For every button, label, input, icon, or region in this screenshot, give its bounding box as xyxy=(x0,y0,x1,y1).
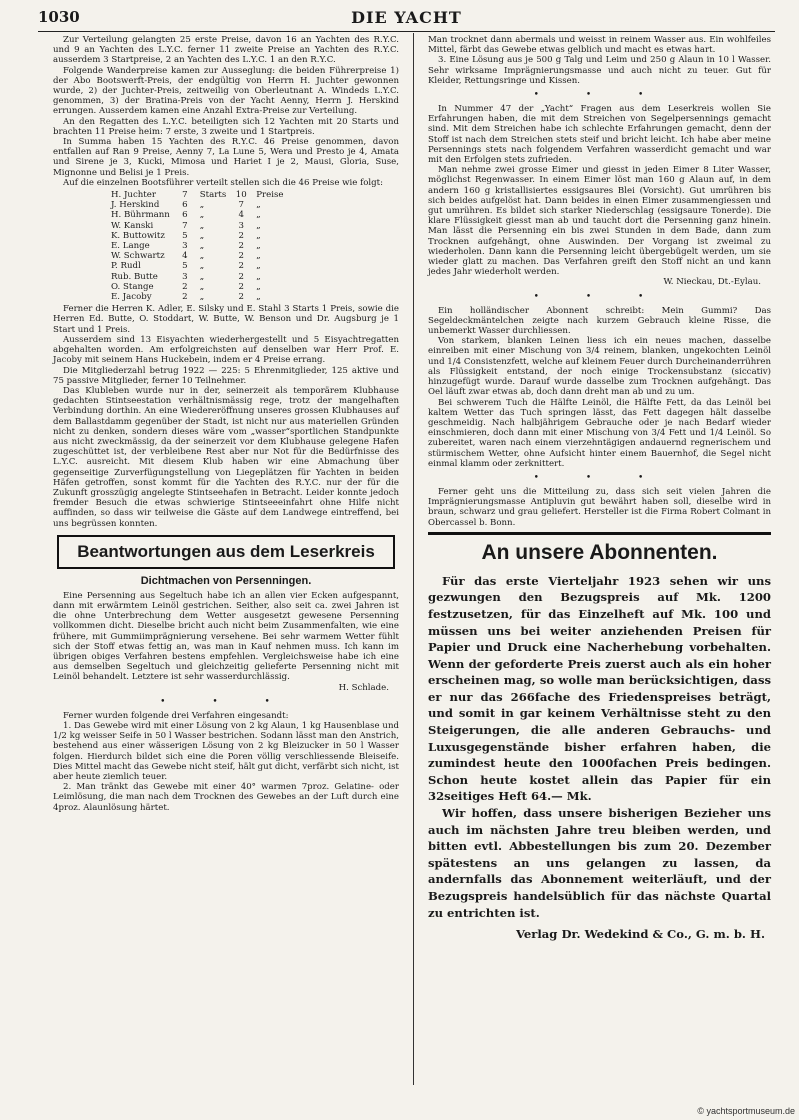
page-header xyxy=(38,8,775,28)
score-preise: 2 xyxy=(238,251,244,262)
score-starts: 4 xyxy=(182,251,188,262)
score-starts: 2 xyxy=(182,281,188,292)
paragraph: Eine Persenning aus Segeltuch habe ich an allen vier Ecken aufgespannt, dann mit erwärmtem Leinöl gestrichen. Seither, also seit ca. zwei Jahren ist die ohne Unterbrechung dem Wetter ausgesetzt gewesene Persenning vollkommen dicht. Dieselbe bricht auch nicht beim Zusammenfalten, wie eine frühere, mit Gummiimprägnierung versehene. Bei sehr warmem Wetter fühlt sich der Stoff etwas fettig an, was man in Kauf nehmen muss. Ich kann im übrigen obiges Verfahren bestens empfehlen. Vergleichsweise habe ich eine aus demselben Segeltuch und gleichzeitig gelieferte Persenning nicht mit Leinöl behandelt. Letztere ist sehr wasserdurchlässig. xyxy=(53,590,399,683)
score-preise: 2 xyxy=(238,261,244,272)
ditto-mark: „ xyxy=(199,251,205,262)
score-row xyxy=(111,292,289,302)
score-name: H. Bührmann xyxy=(111,210,170,221)
ditto-mark: „ xyxy=(256,200,261,211)
watermark: © yachtsportmuseum.de xyxy=(697,1106,795,1116)
section-rule xyxy=(428,532,771,535)
header-starts-count: 7 xyxy=(182,190,188,201)
ditto-mark: „ xyxy=(256,292,261,303)
ditto-mark: „ xyxy=(256,210,261,221)
ditto-mark: „ xyxy=(199,261,205,272)
score-starts: 3 xyxy=(182,241,188,252)
score-preise: 2 xyxy=(238,230,244,241)
score-name: E. Jacoby xyxy=(111,292,152,303)
separator-dots: • • • xyxy=(533,472,666,483)
paragraph: In Nummer 47 der „Yacht“ Fragen aus dem Leserkreis wollen Sie Erfahrungen haben, die mit dem Streichen von Segelpersennings gemacht sind. Mit dem Streichen habe ich schlechte Erfahrungen gemacht, denn der Stoff ist nach dem Streichen stets steif und bricht leicht. Ich habe aber meine Persennings stets nach folgendem Verfahren wasserdicht gemacht und war mit den Erfolgen stets zufrieden. xyxy=(428,104,771,166)
scores-header-row xyxy=(111,190,289,200)
paragraph: Bei schwerem Tuch die Hälfte Leinöl, die Hälfte Fett, da das Leinöl bei kaltem Wetter das Tuch springen lässt, das Fett dagegen hält dasselbe geschmeidig. Nach halbjährigem Gebrauche oder je nach Bedarf wieder einschmieren, doch dann mit einer Mischung von 3/4 Fett und 1/4 Leinöl. So zubereitet, waren nach einem vierzehntägigen andauernd regnerischem und stürmischem Wetter, ohne Aufsicht hinter einem Bauernhof, die Segel nicht einmal klamm oder zerknittert. xyxy=(428,397,771,469)
section-box-title: Beantwortungen aus dem Leserkreis xyxy=(57,535,395,569)
header-preise-count: 10 xyxy=(235,190,247,201)
score-row xyxy=(111,282,289,292)
header-preise: Preise xyxy=(256,190,284,201)
ditto-mark: „ xyxy=(256,271,261,282)
header-starts: Starts xyxy=(199,190,227,201)
ditto-mark: „ xyxy=(199,292,205,303)
score-row xyxy=(111,210,289,220)
notice-paragraph: Wir hoffen, dass unsere bisherigen Bezieher uns auch im nächsten Jahre treu bleiben werden, und bitten evtl. Abbestellungen bis zum 20. Dezember spätestens an uns gelangen zu lassen, da andernfalls das Abonnement weiterläuft, und der Bezugspreis handelsüblich für das nächste Quartal zu entrichten ist. xyxy=(428,806,771,920)
signature: W. Nieckau, Dt.-Eylau. xyxy=(663,277,761,288)
paragraph: Ein holländischer Abonnent schreibt: Mein Gummi? Das Segeldeckmäntelchen zeigte nach kurzem Gebrauch kleine Risse, die unbemerkt Wasser durchliessen. xyxy=(428,305,771,337)
score-preise: 2 xyxy=(238,292,244,303)
score-row xyxy=(111,241,289,251)
section-subtitle: Dichtmachen von Persenningen. xyxy=(140,574,312,587)
score-name: W. Schwartz xyxy=(111,251,165,262)
score-starts: 3 xyxy=(182,271,188,282)
paragraph: 2. Man tränkt das Gewebe mit einer 40° warmen 7proz. Gelatine- oder Leimlösung, die man nach dem Trocknen des Gewebes an der Luft durch eine 4proz. Alaunlösung härtet. xyxy=(53,782,399,813)
score-name: O. Stange xyxy=(111,281,154,292)
score-name: Rub. Butte xyxy=(111,271,158,282)
paragraph: Zur Verteilung gelangten 25 erste Preise, davon 16 an Yachten des R.Y.C. und 9 an Yachten des L.Y.C. ferner 11 zweite Preise an Yachten des R.Y.C. ausserdem 3 Startpreise, 2 an Yachten des L.Y.C. 1 an den R.Y.C. xyxy=(53,35,399,66)
ditto-mark: „ xyxy=(199,281,205,292)
score-preise: 4 xyxy=(238,210,244,221)
score-name: H. Juchter xyxy=(111,190,156,201)
ditto-mark: „ xyxy=(199,271,205,282)
paragraph: 3. Eine Lösung aus je 500 g Talg und Leim und 250 g Alaun in 10 l Wasser. Sehr wirksame Imprägnierungsmasse und auch nicht zu teuer. Gut für Kleider, Rettungsringe und Kissen. xyxy=(428,55,771,86)
paragraph: Man nehme zwei grosse Eimer und giesst in jeden Eimer 8 Liter Wasser, möglichst Regenwasser. In einem Eimer löst man 160 g Alaun auf, in dem andern 160 g kristallisiertes essigsaures Blei (Vorsicht). Gut umrühren bis sich beides aufgelöst hat. Dann beides in einen Eimer zusammengiessen und gut umrühren. Es bildet sich starker Niederschlag (essigsaure Tonerde). Die klare Flüssigkeit giesst man ab und taucht dort die Persenning ganz hinein. Man lässt die Persenning ein bis zwei Stunden in dem Bade, dann zum Trocknen aufgehängt, ohne Auswinden. Der Vorgang ist zweimal zu wiederholen. Dann kann die Persenning leicht übergebügelt werden, um sie wieder glatt zu machen. Das Verfahren greift den Stoff nicht an und kann jedes Jahr wiederholt werden. xyxy=(428,165,771,278)
score-name: K. Buttowitz xyxy=(111,230,165,241)
score-name: E. Lange xyxy=(111,241,150,252)
column-divider xyxy=(413,33,414,1085)
page-number: 1030 xyxy=(38,8,80,26)
ditto-mark: „ xyxy=(199,230,205,241)
paragraph: Man trocknet dann abermals und weisst in reinem Wasser aus. Ein wohlfeiles Mittel, färbt das Gewebe etwas gelblich und macht es etwas hart. xyxy=(428,35,771,56)
score-row xyxy=(111,200,289,210)
left-column xyxy=(53,35,399,813)
notice-body xyxy=(428,573,771,921)
ditto-mark: „ xyxy=(256,251,261,262)
score-row xyxy=(111,272,289,282)
score-starts: 2 xyxy=(182,292,188,303)
score-starts: 6 xyxy=(182,210,188,221)
paragraph: An den Regatten des L.Y.C. beteiligten sich 12 Yachten mit 20 Starts und brachten 11 Preise heim: 7 erste, 3 zweite und 1 Startpreis. xyxy=(53,116,399,137)
paragraph: Das Klubleben wurde nur in der, seinerzeit als temporärem Klubhause gedachten Stintseestation verhältnismässig rege, trotz der mangelhaften Verbindung dorthin. An eine Wiedereröffnung unseres grossen Klubhauses auf dem Ballastdamm gegenüber der Stadt, ist nicht nur aus materiellen Gründen nicht zu denken, sondern dieses wäre vom „wasser“sportlichen Standpunkte aus nicht zweckmässig, da der seinerzeit vor dem Klubhause gelegene Hafen zugeschüttet ist, der verbleibene Rest aber nur Not für die Bedürfnisse des L.Y.C. ausreicht. Mit diesem Klub haben wir eine Abmachung über gegenseitige Zurverfügungstellung von Liegeplätzen für Yachten in beiden Häfen getroffen, sonst kommt für die Yachten des R.Y.C. nur der für die Zukunft grosszügig angelegte Stintseehafen in Betracht. Leider konnte jedoch fremder Besuch die etwas schwierige Stintseeeinfahrt ohne Hilfe nicht auffinden, so dass wir teilweise die Gäste auf dem Landwege eintreffend, bei uns begrüssen konnten. xyxy=(53,385,399,529)
ditto-mark: „ xyxy=(199,210,205,221)
publisher-signature: Verlag Dr. Wedekind & Co., G. m. b. H. xyxy=(515,927,765,942)
score-name: W. Kanski xyxy=(111,220,154,231)
journal-title: DIE YACHT xyxy=(351,8,462,27)
score-row xyxy=(111,251,289,261)
separator-dots: • • • xyxy=(160,696,292,707)
ditto-mark: „ xyxy=(256,230,261,241)
paragraph: Ferner die Herren K. Adler, E. Silsky und E. Stahl 3 Starts 1 Preis, sowie die Herren Ed. Butte, O. Stoddart, W. Butte, W. Benson und Dr. Augsburg je 1 Start und 1 Preis. xyxy=(53,304,399,335)
ditto-mark: „ xyxy=(199,220,205,231)
paragraph: Ferner geht uns die Mitteilung zu, dass sich seit vielen Jahren die Imprägnierungsmasse Antipluvin gut bewährt haben soll, dieselbe wird in braun, schwarz und grau geliefert. Hersteller ist die Firma Robert Colmant in Obercassel b. Bonn. xyxy=(428,486,771,528)
paragraph: Ferner wurden folgende drei Verfahren eingesandt: xyxy=(63,710,289,721)
score-preise: 2 xyxy=(238,281,244,292)
score-preise: 2 xyxy=(238,241,244,252)
score-preise: 2 xyxy=(238,271,244,282)
score-row xyxy=(111,231,289,241)
ditto-mark: „ xyxy=(256,241,261,252)
score-row xyxy=(111,261,289,271)
header-rule xyxy=(38,31,775,32)
score-preise: 3 xyxy=(238,220,244,231)
paragraph: Ausserdem sind 13 Eisyachten wiederhergestellt und 5 Eisyachtregatten abgehalten worden. Am erfolgreichsten auf denselben war Herr Prof. E. Jacoby mit seinem Hans Huckebein, indem er 4 Preise errang. xyxy=(53,334,399,366)
score-starts: 5 xyxy=(182,261,188,272)
score-starts: 7 xyxy=(182,220,188,231)
paragraph: Von starkem, blanken Leinen liess ich ein neues machen, dasselbe einreiben mit einer Mischung von 3/4 reinem, blanken, ungekochten Leinöl und 1/4 Consistenzfett, welche auf kleinem Feuer durch Durcheinanderrühren als Flüssigkeit entstand, der noch einige Trockensubstanz (siccativ) hinzugefügt wurde. Darauf wurde dasselbe zum Trocknen aufgehängt. Das Oel läuft zwar etwas ab, doch dann dreht man ab und zu um. xyxy=(428,336,771,398)
paragraph: In Summa haben 15 Yachten des R.Y.C. 46 Preise genommen, davon entfallen auf Ran 9 Preise, Aenny 7, La Lune 5, Wera und Presto je 4, Amata und Sirene je 3, Kucki, Mimosa und Hariet I je 2, Mausi, Gloria, Suse, Mignonne und Belisi je 1 Preis. xyxy=(53,137,399,178)
paragraph: Die Mitgliederzahl betrug 1922 — 225: 5 Ehrenmitglieder, 125 aktive und 75 passive Mitglieder, ferner 10 Teilnehmer. xyxy=(53,365,399,386)
notice-paragraph: Für das erste Vierteljahr 1923 sehen wir uns gezwungen den Bezugspreis auf Mk. 1200 festzusetzen, für das Einzelheft auf Mk. 100 und müssen uns bei weiter anziehenden Preisen für Papier und Druck eine Nacherhebung vorbehalten. Wenn der geforderte Preis zuerst auch als ein hoher erscheinen mag, so wolle man berücksichtigen, dass er nur das 266fache des Friedenspreises beträgt, und somit in gar keinem Verhältnisse steht zu den Steigerungen, die alle anderen Gebrauchs- und Luxusgegenstände bisher erfahren haben, die zumindest heute den 1000fachen Preis bedingen. Schon heute kostet allein das Papier für ein 32seitiges Heft 64.— Mk. xyxy=(428,573,771,804)
separator-dots: • • • xyxy=(533,90,666,101)
score-name: P. Rudl xyxy=(111,261,141,272)
score-name: J. Herskind xyxy=(111,200,160,211)
paragraph: 1. Das Gewebe wird mit einer Lösung von 2 kg Alaun, 1 kg Hausenblase und 1/2 kg weisser Seife in 50 l Wasser bestrichen. Sodann lässt man den Anstrich, bestehend aus einer wässerigen Lösung von 2 kg Bleizucker in 50 l Wasser folgen. Hierdurch bildet sich eine die Poren völlig verschliessende Bleiseife. Dies Mittel macht das Gewebe nicht steif, hält gut dicht, verfärbt sich nicht, ist aber heute ziemlich teuer. xyxy=(53,720,399,782)
ditto-mark: „ xyxy=(256,220,261,231)
paragraph: Auf die einzelnen Bootsführer verteilt stellen sich die 46 Preise wie folgt: xyxy=(63,177,384,188)
ditto-mark: „ xyxy=(256,281,261,292)
score-row xyxy=(111,221,289,231)
separator-dots: • • • xyxy=(533,291,666,302)
scores-table xyxy=(111,190,289,302)
ditto-mark: „ xyxy=(199,200,205,211)
signature: H. Schlade. xyxy=(338,682,389,693)
score-starts: 6 xyxy=(182,200,188,211)
score-starts: 5 xyxy=(182,230,188,241)
score-preise: 7 xyxy=(238,200,244,211)
ditto-mark: „ xyxy=(199,241,205,252)
paragraph: Folgende Wanderpreise kamen zur Ausseglung: die beiden Führerpreise 1) der Abo Bootswerft-Preis, der endgültig von Herrn H. Juchter gewonnen wurde, 2) der Juchter-Preis, zeitweilig von Oberleutnant A. Windeds L.Y.C. genommen, 3) der Bratina-Preis von der Yacht Aenny, Herrn J. Herskind errungen. Ausserdem kamen eine Anzahl Extra-Preise zur Verteilung. xyxy=(53,65,399,117)
right-column xyxy=(428,35,771,941)
notice-title: An unsere Abonnenten. xyxy=(481,540,718,564)
ditto-mark: „ xyxy=(256,261,261,272)
